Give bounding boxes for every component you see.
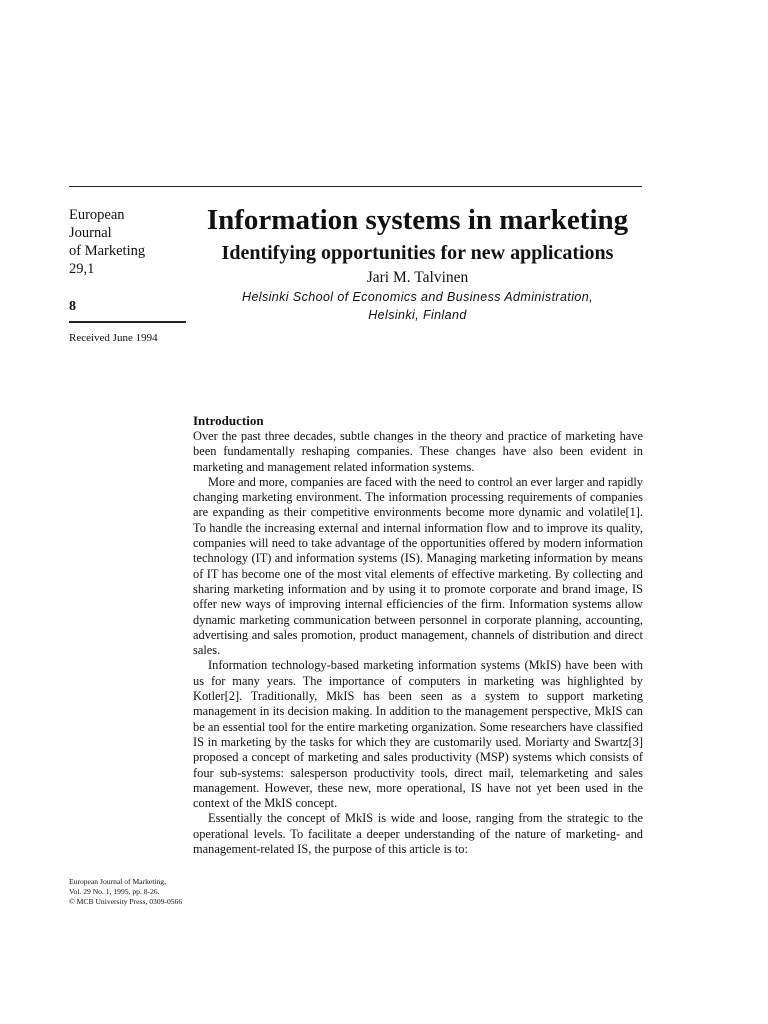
journal-name-line: of Marketing <box>69 243 146 259</box>
citation-line: European Journal of Marketing, <box>69 877 167 886</box>
affiliation-line: Helsinki, Finland <box>368 308 467 322</box>
author-name: Jari M. Talvinen <box>366 269 469 286</box>
article-header <box>193 204 642 324</box>
journal-sidebar <box>69 206 189 316</box>
sidebar-rule <box>69 321 186 323</box>
body-paragraph: Information technology-based marketing information systems (MkIS) have been with us for many years. The importance of computers in marketing was highlighted by Kotler[2]. Traditionally, MkIS has been seen as a system to support marketing management in its decision making. In addition to the management perspective, MkIS can be an essential tool for the entire marketing organization. Some researchers have classified IS in marketing by the tasks for which they are customarily used. Moriarty and Swartz[3] proposed a concept of marketing and sales productivity (MSP) systems which consists of four sub-systems: salesperson productivity tools, direct mail, telemarketing and sales management. However, these new, more operational, IS have not yet been used in the context of the MkIS concept. <box>193 658 643 811</box>
body-paragraph: Essentially the concept of MkIS is wide and loose, ranging from the strategic to the operational levels. To facilitate a deeper understanding of the nature of marketing- and management-related IS, the purpose of this article is to: <box>193 811 643 857</box>
page-number: 8 <box>69 299 76 314</box>
author-affiliation <box>193 288 642 324</box>
affiliation-line: Helsinki School of Economics and Business Administration, <box>242 290 593 304</box>
body-paragraph: More and more, companies are faced with the need to control an ever larger and rapidly changing marketing environment. The information processing requirements of companies are expanding as their competitive environments become more dynamic and volatile[1]. To handle the increasing external and internal information flow and to improve its quality, companies will need to take advantage of the opportunities offered by modern information technology (IT) and information systems (IS). Managing marketing information by means of IT has become one of the most vital elements of effective marketing. By collecting and sharing marketing information and by using it to promote corporate and brand image, IS offer new ways of improving internal efficiencies of the firm. Information systems allow dynamic marketing communication between personnel in corporate planning, accounting, advertising and sales promotion, product management, channels of distribution and direct sales. <box>193 474 643 658</box>
section-heading: Introduction <box>193 413 264 428</box>
journal-name-line: European <box>69 207 125 223</box>
journal-name-line: Journal <box>69 225 112 241</box>
received-date: Received June 1994 <box>69 332 158 344</box>
article-subtitle: Identifying opportunities for new applications <box>221 242 614 264</box>
article-title: Information systems in marketing <box>206 204 629 236</box>
article-body <box>193 413 643 857</box>
citation-line: Vol. 29 No. 1, 1995, pp. 8-26. <box>69 887 160 896</box>
journal-volume: 29,1 <box>69 261 95 277</box>
top-rule <box>69 186 642 187</box>
citation-line: © MCB University Press, 0309-0566 <box>69 897 183 906</box>
body-paragraph: Over the past three decades, subtle changes in the theory and practice of marketing have been fundamentally reshaping companies. These changes have also been evident in marketing and management related information systems. <box>193 429 643 474</box>
journal-citation <box>69 877 189 907</box>
